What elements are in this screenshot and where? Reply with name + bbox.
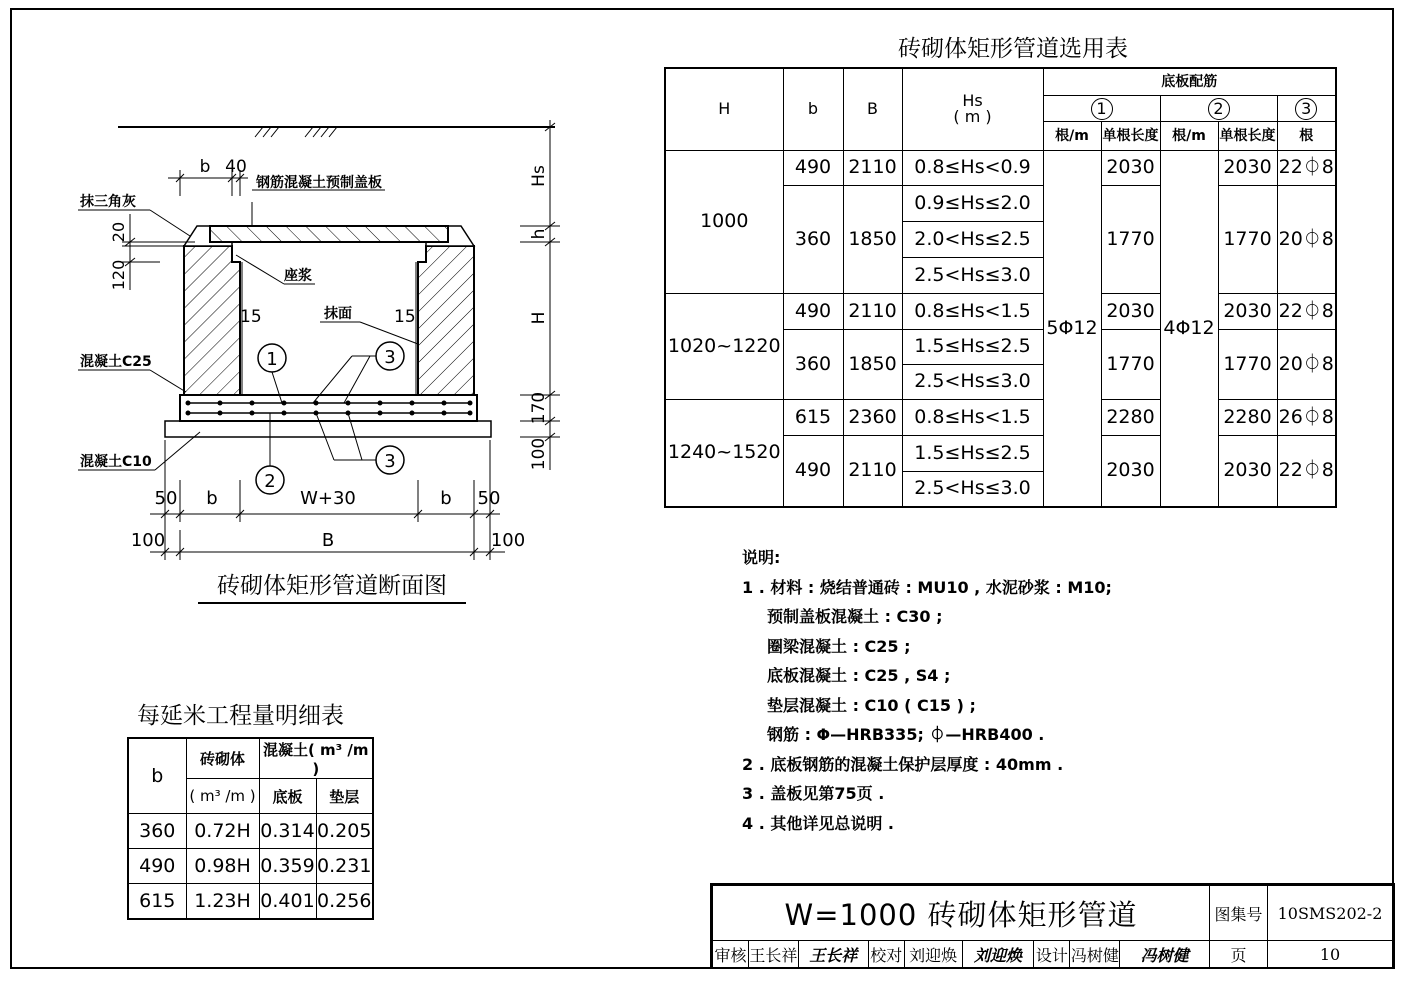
- header-n3: 3: [1277, 96, 1336, 122]
- cell-hs: 1.5≤Hs≤2.5: [902, 435, 1043, 471]
- label-c10: 混凝土C10: [80, 454, 152, 470]
- cell-len-2: 1770: [1218, 186, 1277, 294]
- cell-b: 360: [783, 186, 843, 294]
- label-triangle-plaster: 抹三角灰: [80, 194, 136, 210]
- note-line: 底板混凝土 : C25 , S4 ;: [767, 666, 951, 685]
- callout-2-text: 2: [264, 471, 276, 492]
- cell-len-1: 1770: [1101, 330, 1160, 400]
- review-name: 王长祥: [748, 941, 798, 968]
- notes-heading: 说明:: [742, 548, 781, 567]
- callout-1-text: 1: [266, 349, 278, 370]
- page-number: 10: [1267, 941, 1392, 968]
- qty-cell: 0.205: [316, 814, 373, 849]
- label-15-right: 15: [394, 307, 416, 327]
- title-block: [710, 883, 1395, 969]
- header-per-m-1: 根/m: [1043, 121, 1101, 150]
- qty-header-brick-unit: ( m³ /m ): [186, 779, 259, 814]
- atlas-number: 10SMS202-2: [1267, 886, 1392, 941]
- qty-cell: 0.72H: [186, 814, 259, 849]
- cell-len-2: 2030: [1218, 150, 1277, 186]
- header-hs: Hs ( m ): [902, 68, 1043, 150]
- cell-h: 1020~1220: [665, 294, 783, 400]
- header-b: b: [783, 68, 843, 150]
- cell-h: 1240~1520: [665, 399, 783, 507]
- label-big-b: B: [321, 530, 335, 551]
- check-name: 刘迎焕: [904, 941, 962, 968]
- cell-big-b: 1850: [843, 330, 902, 400]
- label-50-left: 50: [154, 488, 178, 509]
- qty-header-b: b: [128, 738, 186, 814]
- cell-rebar-3: 22⏀8: [1277, 435, 1336, 507]
- label-b-right: b: [440, 488, 452, 509]
- cell-rebar-1: 5Φ12: [1043, 150, 1101, 507]
- cell-len-2: 2030: [1218, 435, 1277, 507]
- callout-3-top-text: 3: [384, 347, 396, 368]
- cell-b: 490: [783, 435, 843, 507]
- cell-len-2: 2030: [1218, 294, 1277, 330]
- cover-slab: [210, 226, 448, 242]
- check-signature: 刘迎焕: [962, 941, 1034, 968]
- cell-hs: 0.8≤Hs<0.9: [902, 150, 1043, 186]
- header-len-2: 单根长度: [1218, 121, 1277, 150]
- label-50-right: 50: [477, 488, 501, 509]
- cell-len-1: 2030: [1101, 435, 1160, 507]
- label-40: 40: [225, 157, 247, 177]
- quantity-table: [127, 737, 374, 920]
- cell-rebar-3: 20⏀8: [1277, 330, 1336, 400]
- cell-len-1: 2030: [1101, 294, 1160, 330]
- check-label: 校对: [868, 941, 904, 968]
- qty-cell: 360: [128, 814, 186, 849]
- qty-cell: 0.231: [316, 849, 373, 884]
- cell-len-2: 1770: [1218, 330, 1277, 400]
- cell-b: 360: [783, 330, 843, 400]
- note-line: 钢筋 : Φ—HRB335; ⏀—HRB400 .: [767, 725, 1045, 744]
- selection-table: [664, 67, 1337, 508]
- qty-cell: 0.256: [316, 884, 373, 919]
- cell-rebar-3: 22⏀8: [1277, 150, 1336, 186]
- note-line: 圈梁混凝土 : C25 ;: [767, 636, 911, 656]
- cell-hs: 1.5≤Hs≤2.5: [902, 330, 1043, 365]
- section-title: 砖砌体矩形管道断面图: [217, 573, 447, 599]
- cell-big-b: 2360: [843, 399, 902, 435]
- label-100-left: 100: [130, 530, 166, 551]
- label-plaster: 抹面: [324, 306, 352, 322]
- label-20: 20: [109, 221, 128, 243]
- right-wall: [418, 246, 474, 395]
- cell-rebar-3: 22⏀8: [1277, 294, 1336, 330]
- qty-cell: 0.401: [259, 884, 316, 919]
- label-w30: W+30: [300, 488, 356, 509]
- cell-b: 490: [783, 294, 843, 330]
- qty-cell: 490: [128, 849, 186, 884]
- note-line: 2 . 底板钢筋的混凝土保护层厚度 : 40mm .: [742, 754, 1064, 774]
- cell-len-1: 2030: [1101, 150, 1160, 186]
- cell-hs: 0.9≤Hs≤2.0: [902, 186, 1043, 222]
- qty-header-floor: 底板: [259, 779, 316, 814]
- header-rebar: 底板配筋: [1043, 68, 1336, 96]
- left-wall: [184, 246, 240, 395]
- label-h-big: H: [529, 311, 549, 325]
- header-h: H: [665, 68, 783, 150]
- cell-big-b: 1850: [843, 186, 902, 294]
- review-label: 审核: [713, 941, 749, 968]
- label-120: 120: [109, 259, 128, 291]
- cell-rebar-3: 20⏀8: [1277, 186, 1336, 294]
- cell-b: 615: [783, 399, 843, 435]
- label-c25: 混凝土C25: [80, 354, 152, 370]
- label-hs: Hs: [529, 165, 549, 187]
- notes: [742, 543, 1112, 838]
- note-line: 预制盖板混凝土 : C30 ;: [767, 607, 943, 626]
- header-n2: 2: [1160, 96, 1277, 122]
- floor-slab: [180, 395, 477, 421]
- qty-cell: 615: [128, 884, 186, 919]
- cell-hs: 0.8≤Hs<1.5: [902, 399, 1043, 435]
- cushion-layer: [165, 421, 491, 437]
- note-line: 1 . 材料 : 烧结普通砖 : MU10 , 水泥砂浆 : M10;: [742, 577, 1112, 597]
- page-label: 页: [1210, 941, 1268, 968]
- cell-rebar-2: 4Φ12: [1160, 150, 1218, 507]
- header-len-1: 单根长度: [1101, 121, 1160, 150]
- label-100-vertical: 100: [529, 437, 549, 471]
- qty-cell: 0.359: [259, 849, 316, 884]
- cell-big-b: 2110: [843, 435, 902, 507]
- label-100-right: 100: [490, 530, 526, 551]
- label-mortar: 座浆: [284, 268, 312, 284]
- label-h-small: h: [529, 228, 549, 240]
- ground-hatch: [255, 127, 337, 137]
- header-big-b: B: [843, 68, 902, 150]
- label-b-top: b: [199, 157, 211, 177]
- cell-h: 1000: [665, 150, 783, 294]
- cell-hs: 2.5<Hs≤3.0: [902, 364, 1043, 399]
- header-per-m-2: 根/m: [1160, 121, 1218, 150]
- cell-hs: 2.5<Hs≤3.0: [902, 258, 1043, 294]
- drawing-title: W=1000 砖砌体矩形管道: [713, 886, 1210, 941]
- section-drawing: [0, 0, 700, 640]
- cell-len-2: 2280: [1218, 399, 1277, 435]
- cell-hs: 2.5<Hs≤3.0: [902, 471, 1043, 507]
- qty-cell: 1.23H: [186, 884, 259, 919]
- qty-header-brick: 砖砌体: [186, 738, 259, 779]
- selection-table-title: 砖砌体矩形管道选用表: [898, 36, 1128, 62]
- cell-hs: 2.0<Hs≤2.5: [902, 222, 1043, 258]
- label-cover-slab: 钢筋混凝土预制盖板: [256, 175, 382, 191]
- note-line: 垫层混凝土 : C10 ( C15 ) ;: [767, 695, 976, 715]
- qty-header-concrete: 混凝土( m³ /m ): [259, 738, 373, 779]
- label-15-left: 15: [240, 307, 262, 327]
- label-170: 170: [529, 391, 549, 425]
- cell-b: 490: [783, 150, 843, 186]
- cell-rebar-3: 26⏀8: [1277, 399, 1336, 435]
- review-signature: 王长祥: [798, 941, 868, 968]
- design-signature: 冯树健: [1120, 941, 1210, 968]
- quantity-table-title: 每延米工程量明细表: [137, 703, 344, 729]
- design-label: 设计: [1034, 941, 1070, 968]
- label-b-left: b: [206, 488, 218, 509]
- note-line: 4 . 其他详见总说明 .: [742, 813, 895, 833]
- qty-cell: 0.314: [259, 814, 316, 849]
- qty-cell: 0.98H: [186, 849, 259, 884]
- design-name: 冯树健: [1070, 941, 1120, 968]
- cell-len-1: 2280: [1101, 399, 1160, 435]
- atlas-label: 图集号: [1210, 886, 1268, 941]
- callout-3-bottom-text: 3: [384, 451, 396, 472]
- note-line: 3 . 盖板见第75页 .: [742, 784, 885, 803]
- cell-len-1: 1770: [1101, 186, 1160, 294]
- cell-hs: 0.8≤Hs<1.5: [902, 294, 1043, 330]
- cell-big-b: 2110: [843, 150, 902, 186]
- header-count-3: 根: [1277, 121, 1336, 150]
- header-n1: 1: [1043, 96, 1160, 122]
- cell-big-b: 2110: [843, 294, 902, 330]
- qty-header-cushion: 垫层: [316, 779, 373, 814]
